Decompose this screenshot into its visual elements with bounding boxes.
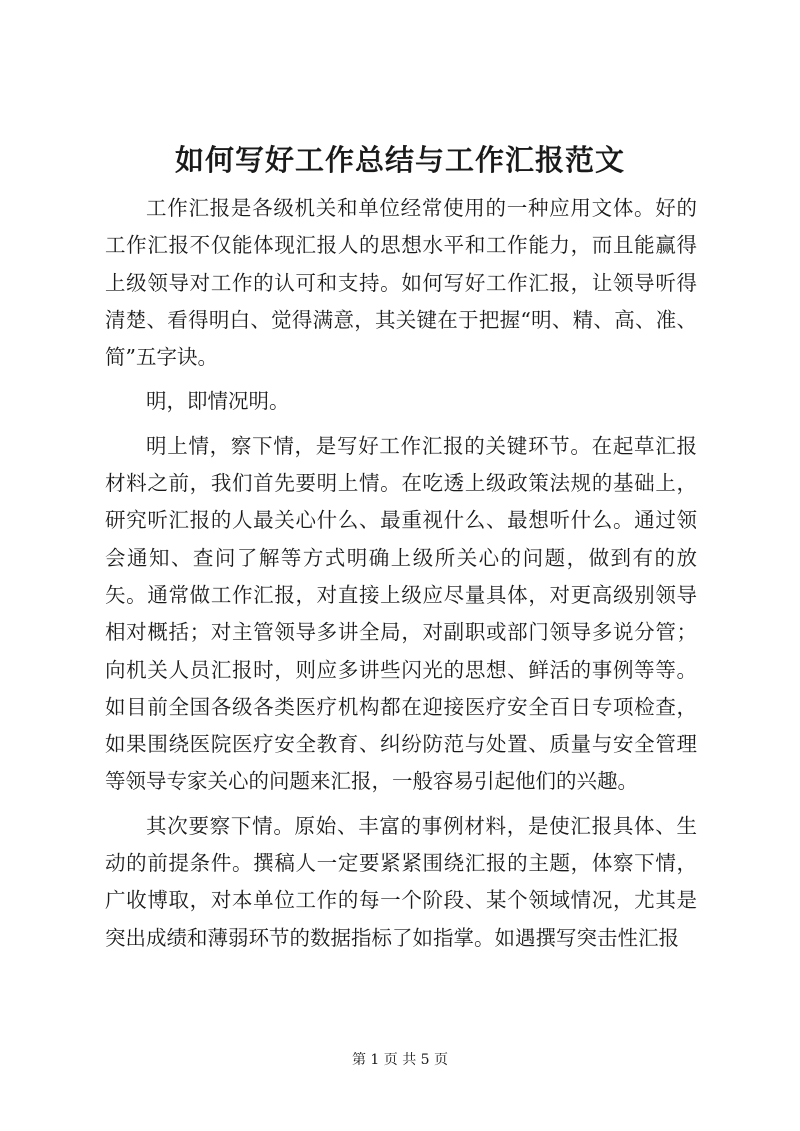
paragraph-cha-xiaqing: 其次要察下情。原始、丰富的事例材料，是使汇报具体、生动的前提条件。撰稿人一定要紧紧围绕汇报的主题，体察下情，广收博取，对本单位工作的每一个阶段、某个领域情况，尤其是突出成绩和薄弱环节的数据指标了如指掌。如遇撰写突击性汇报 xyxy=(105,813,697,950)
paragraph-intro: 工作汇报是各级机关和单位经常使用的一种应用文体。好的工作汇报不仅能体现汇报人的思想水平和工作能力，而且能赢得上级领导对工作的认可和支持。如何写好工作汇报，让领导听得清楚、看得明白、觉得满意，其关键在于把握“明、精、高、准、简”五字诀。 xyxy=(105,196,697,370)
paragraph-heading-ming: 明，即情况明。 xyxy=(146,389,290,414)
document-title: 如何写好工作总结与工作汇报范文 xyxy=(174,143,625,177)
document-body xyxy=(105,190,697,964)
paragraph-ming-shangqing: 明上情，察下情，是写好工作汇报的关键环节。在起草汇报材料之前，我们首先要明上情。在吃透上级政策法规的基础上，研究听汇报的人最关心什么、最重视什么、最想听什么。通过领会通知、查问了解等方式明确上级所关心的问题，做到有的放矢。通常做工作汇报，对直接上级应尽量具体，对更高级别领导相对概括；对主管领导多讲全局，对副职或部门领导多说分管；向机关人员汇报时，则应多讲些闪光的思想、鲜活的事例等等。如目前全国各级各类医疗机构都在迎接医疗安全百日专项检查，如果围绕医院医疗安全教育、纠纷防范与处置、质量与安全管理等领导专家关心的问题来汇报，一般容易引起他们的兴趣。 xyxy=(105,433,697,794)
page-number-footer: 第 1 页 共 5 页 xyxy=(351,1052,449,1068)
